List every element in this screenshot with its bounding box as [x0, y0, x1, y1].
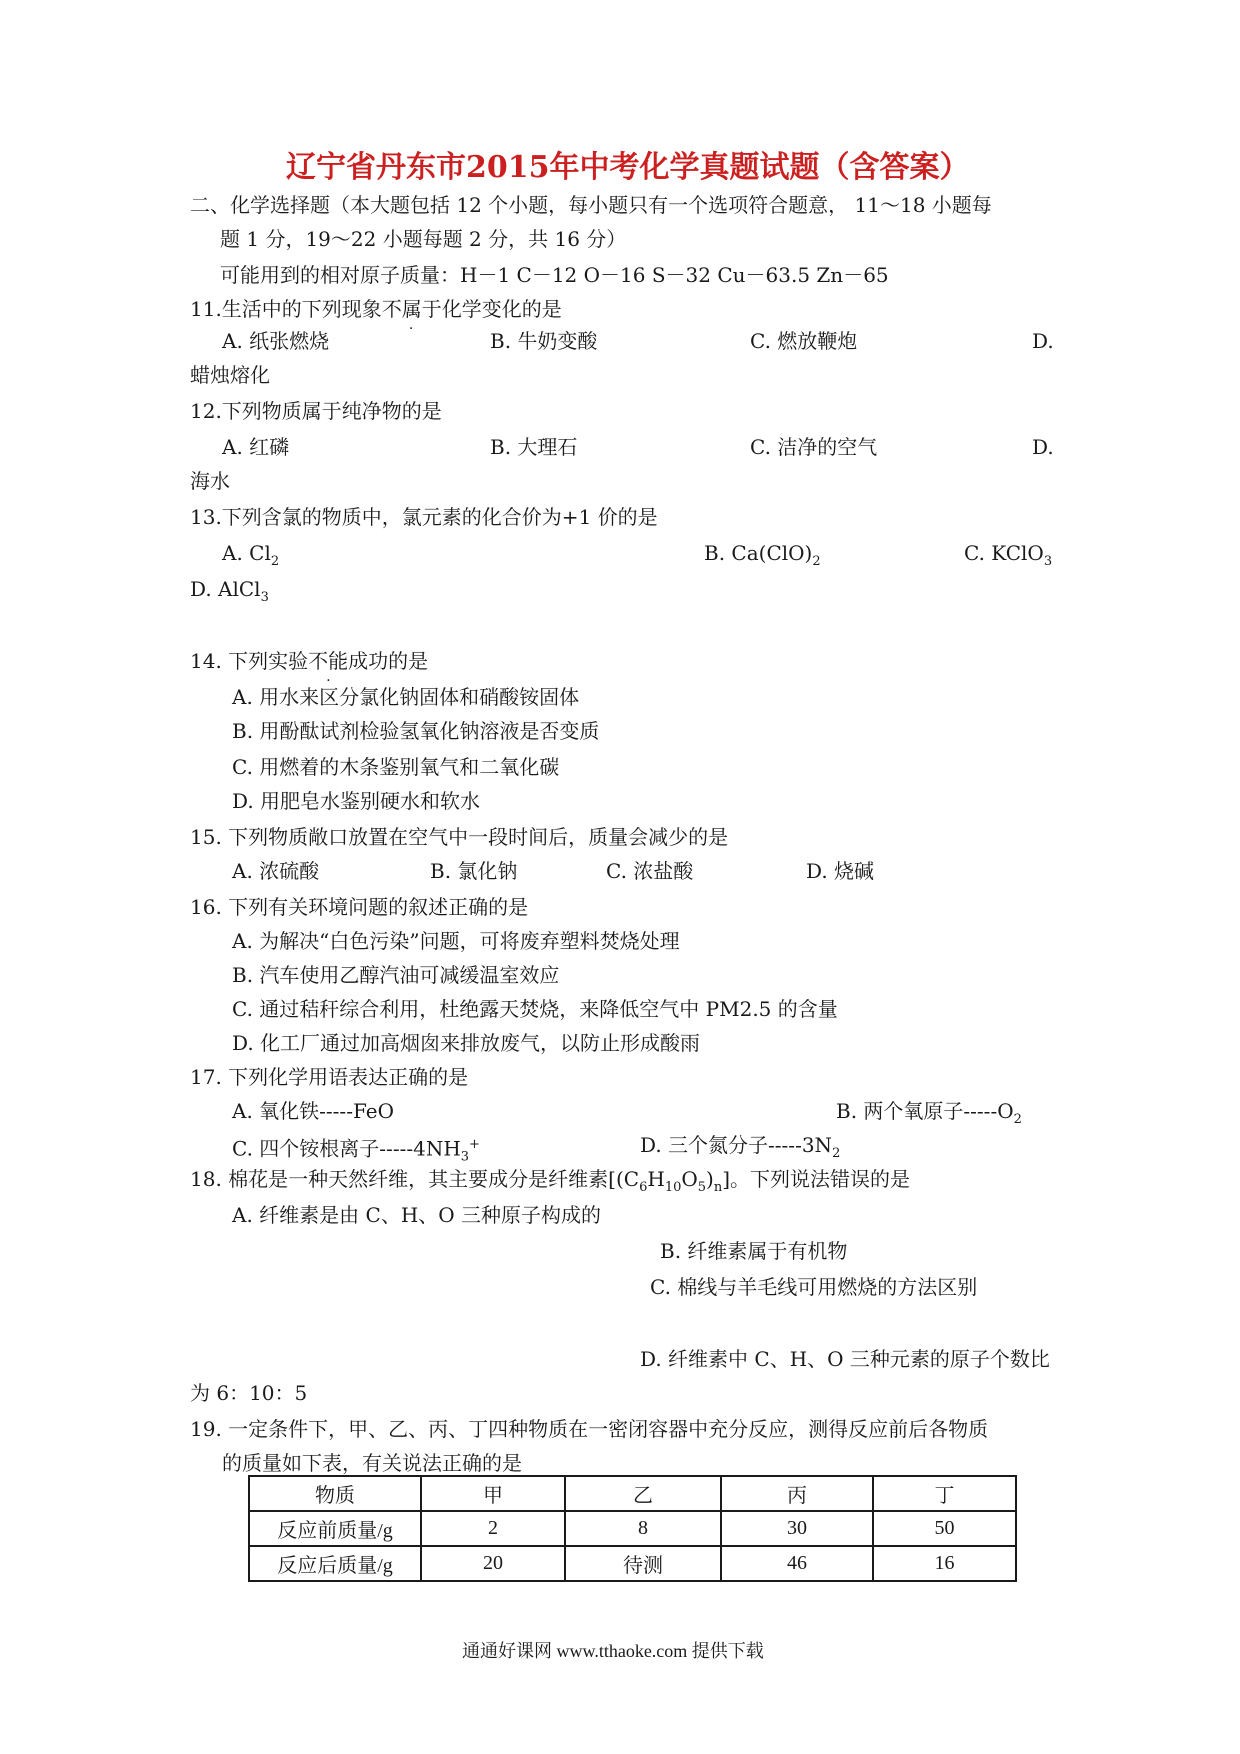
table-cell: 50	[873, 1511, 1016, 1546]
table-row	[249, 1511, 1016, 1546]
q18-mid-1: H	[647, 1167, 665, 1191]
q18-option-a: A. 纤维素是由 C、H、O 三种原子构成的	[232, 1203, 602, 1227]
mass-table	[248, 1475, 1017, 1582]
q12-option-d-label: D.	[1032, 435, 1054, 459]
q15-option-b: B. 氯化钠	[430, 859, 518, 883]
table-cell: 反应后质量/g	[249, 1546, 421, 1581]
q14-option-c: C. 用燃着的木条鉴别氧气和二氧化碳	[232, 755, 560, 779]
q17-c-superscript: +	[469, 1137, 480, 1152]
q17-stem: 17. 下列化学用语表达正确的是	[190, 1065, 469, 1089]
q16-option-b: B. 汽车使用乙醇汽油可减缓温室效应	[232, 963, 560, 987]
q13-c-formula: C. KClO	[964, 541, 1044, 565]
table-header-cell: 甲	[421, 1476, 565, 1511]
q18-stem	[190, 1166, 910, 1201]
q17-c-text: C. 四个铵根离子-----4NH	[232, 1136, 461, 1161]
q15-option-c: C. 浓盐酸	[606, 859, 694, 883]
q16-stem: 16. 下列有关环境问题的叙述正确的是	[190, 895, 529, 919]
q17-option-a: A. 氧化铁-----FeO	[232, 1099, 394, 1123]
table-row	[249, 1546, 1016, 1581]
q16-option-c: C. 通过秸秆综合利用，杜绝露天焚烧，来降低空气中 PM2.5 的含量	[232, 997, 838, 1021]
q13-option-a	[222, 540, 279, 575]
q13-option-c	[964, 540, 1052, 575]
q18-stem-pre: 18. 棉花是一种天然纤维，其主要成分是纤维素[(C	[190, 1167, 640, 1191]
section-heading-line2: 题 1 分，19～22 小题每题 2 分，共 16 分）	[220, 227, 627, 251]
q18-option-b: B. 纤维素属于有机物	[660, 1239, 848, 1263]
q19-stem-line2: 的质量如下表，有关说法正确的是	[222, 1451, 522, 1475]
q11-option-a: A. 纸张燃烧	[222, 329, 330, 353]
table-header-cell: 物质	[249, 1476, 421, 1511]
q11-option-d-text: 蜡烛熔化	[190, 363, 270, 387]
q14-stem-emphasis: 不能	[308, 649, 349, 673]
q11-stem-post: 化学变化的是	[441, 297, 562, 321]
q13-a-subscript: 2	[270, 554, 280, 569]
q14-option-d: D. 用肥皂水鉴别硬水和软水	[232, 789, 481, 813]
q14-stem	[190, 648, 428, 674]
q12-option-a: A. 红磷	[222, 435, 290, 459]
q15-stem: 15. 下列物质敞口放置在空气中一段时间后，质量会减少的是	[190, 825, 729, 849]
q18-mid-3: )	[706, 1167, 714, 1191]
page-title: 辽宁省丹东市2015年中考化学真题试题（含答案）	[286, 150, 970, 185]
table-cell: 8	[565, 1511, 721, 1546]
table-cell: 46	[721, 1546, 873, 1581]
q17-option-c	[232, 1132, 480, 1171]
q13-a-formula: A. Cl	[222, 541, 271, 565]
q13-option-d	[190, 576, 269, 611]
table-cell: 待测	[565, 1546, 721, 1581]
q17-option-b	[836, 1098, 1022, 1133]
q18-mid-2: O	[681, 1167, 698, 1191]
q18-option-d: D. 纤维素中 C、H、O 三种元素的原子个数比	[640, 1347, 1050, 1371]
table-cell: 30	[721, 1511, 873, 1546]
q13-b-subscript: 2	[812, 554, 821, 569]
q14-stem-post: 成功的是	[348, 649, 429, 673]
table-header-cell: 乙	[565, 1476, 721, 1511]
q12-option-b: B. 大理石	[490, 435, 578, 459]
q11-stem-emphasis: 不属于	[381, 297, 442, 321]
q17-d-subscript: 2	[832, 1146, 841, 1161]
q11-stem-pre: 11.生活中的下列现象	[190, 297, 382, 321]
q11-option-b: B. 牛奶变酸	[490, 329, 598, 353]
q15-option-a: A. 浓硫酸	[232, 859, 320, 883]
q11-stem	[190, 296, 562, 322]
table-header-cell: 丁	[873, 1476, 1016, 1511]
table-cell: 20	[421, 1546, 565, 1581]
q11-option-c: C. 燃放鞭炮	[750, 329, 858, 353]
section-heading-line1: 二、化学选择题（本大题包括 12 个小题，每小题只有一个选项符合题意， 11～18 小题每	[190, 193, 992, 217]
q12-option-d-text: 海水	[190, 469, 230, 493]
q13-option-b	[704, 540, 821, 575]
q17-d-text: D. 三个氮分子-----3N	[640, 1133, 833, 1157]
q13-stem: 13.下列含氯的物质中，氯元素的化合价为+1 价的是	[190, 505, 658, 529]
q11-option-d-label: D.	[1032, 329, 1054, 353]
atomic-masses: 可能用到的相对原子质量：H－1 C－12 O－16 S－32 Cu－63.5 Zn－65	[220, 263, 889, 287]
q17-c-subscript: 3	[460, 1149, 470, 1165]
q18-stem-post: ]。下列说法错误的是	[722, 1167, 911, 1191]
page-footer: 通通好课网 www.tthaoke.com 提供下载	[462, 1641, 764, 1661]
q12-option-c: C. 洁净的空气	[750, 435, 878, 459]
q12-stem: 12.下列物质属于纯净物的是	[190, 399, 442, 423]
q15-option-d: D. 烧碱	[806, 859, 875, 883]
q17-b-text: B. 两个氧原子-----O	[836, 1099, 1014, 1123]
q14-option-a: A. 用水来区分氯化钠固体和硝酸铵固体	[232, 685, 580, 709]
q14-stem-pre: 14. 下列实验	[190, 649, 309, 673]
q18-sub-2: 10	[664, 1180, 682, 1195]
q13-b-formula: B. Ca(ClO)	[704, 541, 813, 565]
q19-stem-line1: 19. 一定条件下，甲、乙、丙、丁四种物质在一密闭容器中充分反应，测得反应前后各物质	[190, 1417, 989, 1441]
q18-sub-4: n	[713, 1180, 723, 1195]
q17-b-subscript: 2	[1013, 1112, 1022, 1127]
q18-sub-3: 5	[697, 1180, 707, 1195]
q17-option-d	[640, 1132, 840, 1167]
q18-option-c: C. 棉线与羊毛线可用燃烧的方法区别	[650, 1275, 978, 1299]
q18-sub-1: 6	[639, 1180, 648, 1195]
q16-option-d: D. 化工厂通过加高烟囱来排放废气，以防止形成酸雨	[232, 1031, 701, 1055]
q18-option-d-cont: 为 6：10：5	[190, 1381, 308, 1405]
table-cell: 反应前质量/g	[249, 1511, 421, 1546]
q13-c-subscript: 3	[1043, 554, 1053, 569]
q13-d-subscript: 3	[260, 590, 269, 605]
q13-d-formula: D. AlCl	[190, 577, 261, 601]
q16-option-a: A. 为解决“白色污染”问题，可将废弃塑料焚烧处理	[232, 929, 680, 953]
table-cell: 16	[873, 1546, 1016, 1581]
table-header-cell: 丙	[721, 1476, 873, 1511]
q14-option-b: B. 用酚酞试剂检验氢氧化钠溶液是否变质	[232, 719, 600, 743]
table-header-row	[249, 1476, 1016, 1511]
table-cell: 2	[421, 1511, 565, 1546]
